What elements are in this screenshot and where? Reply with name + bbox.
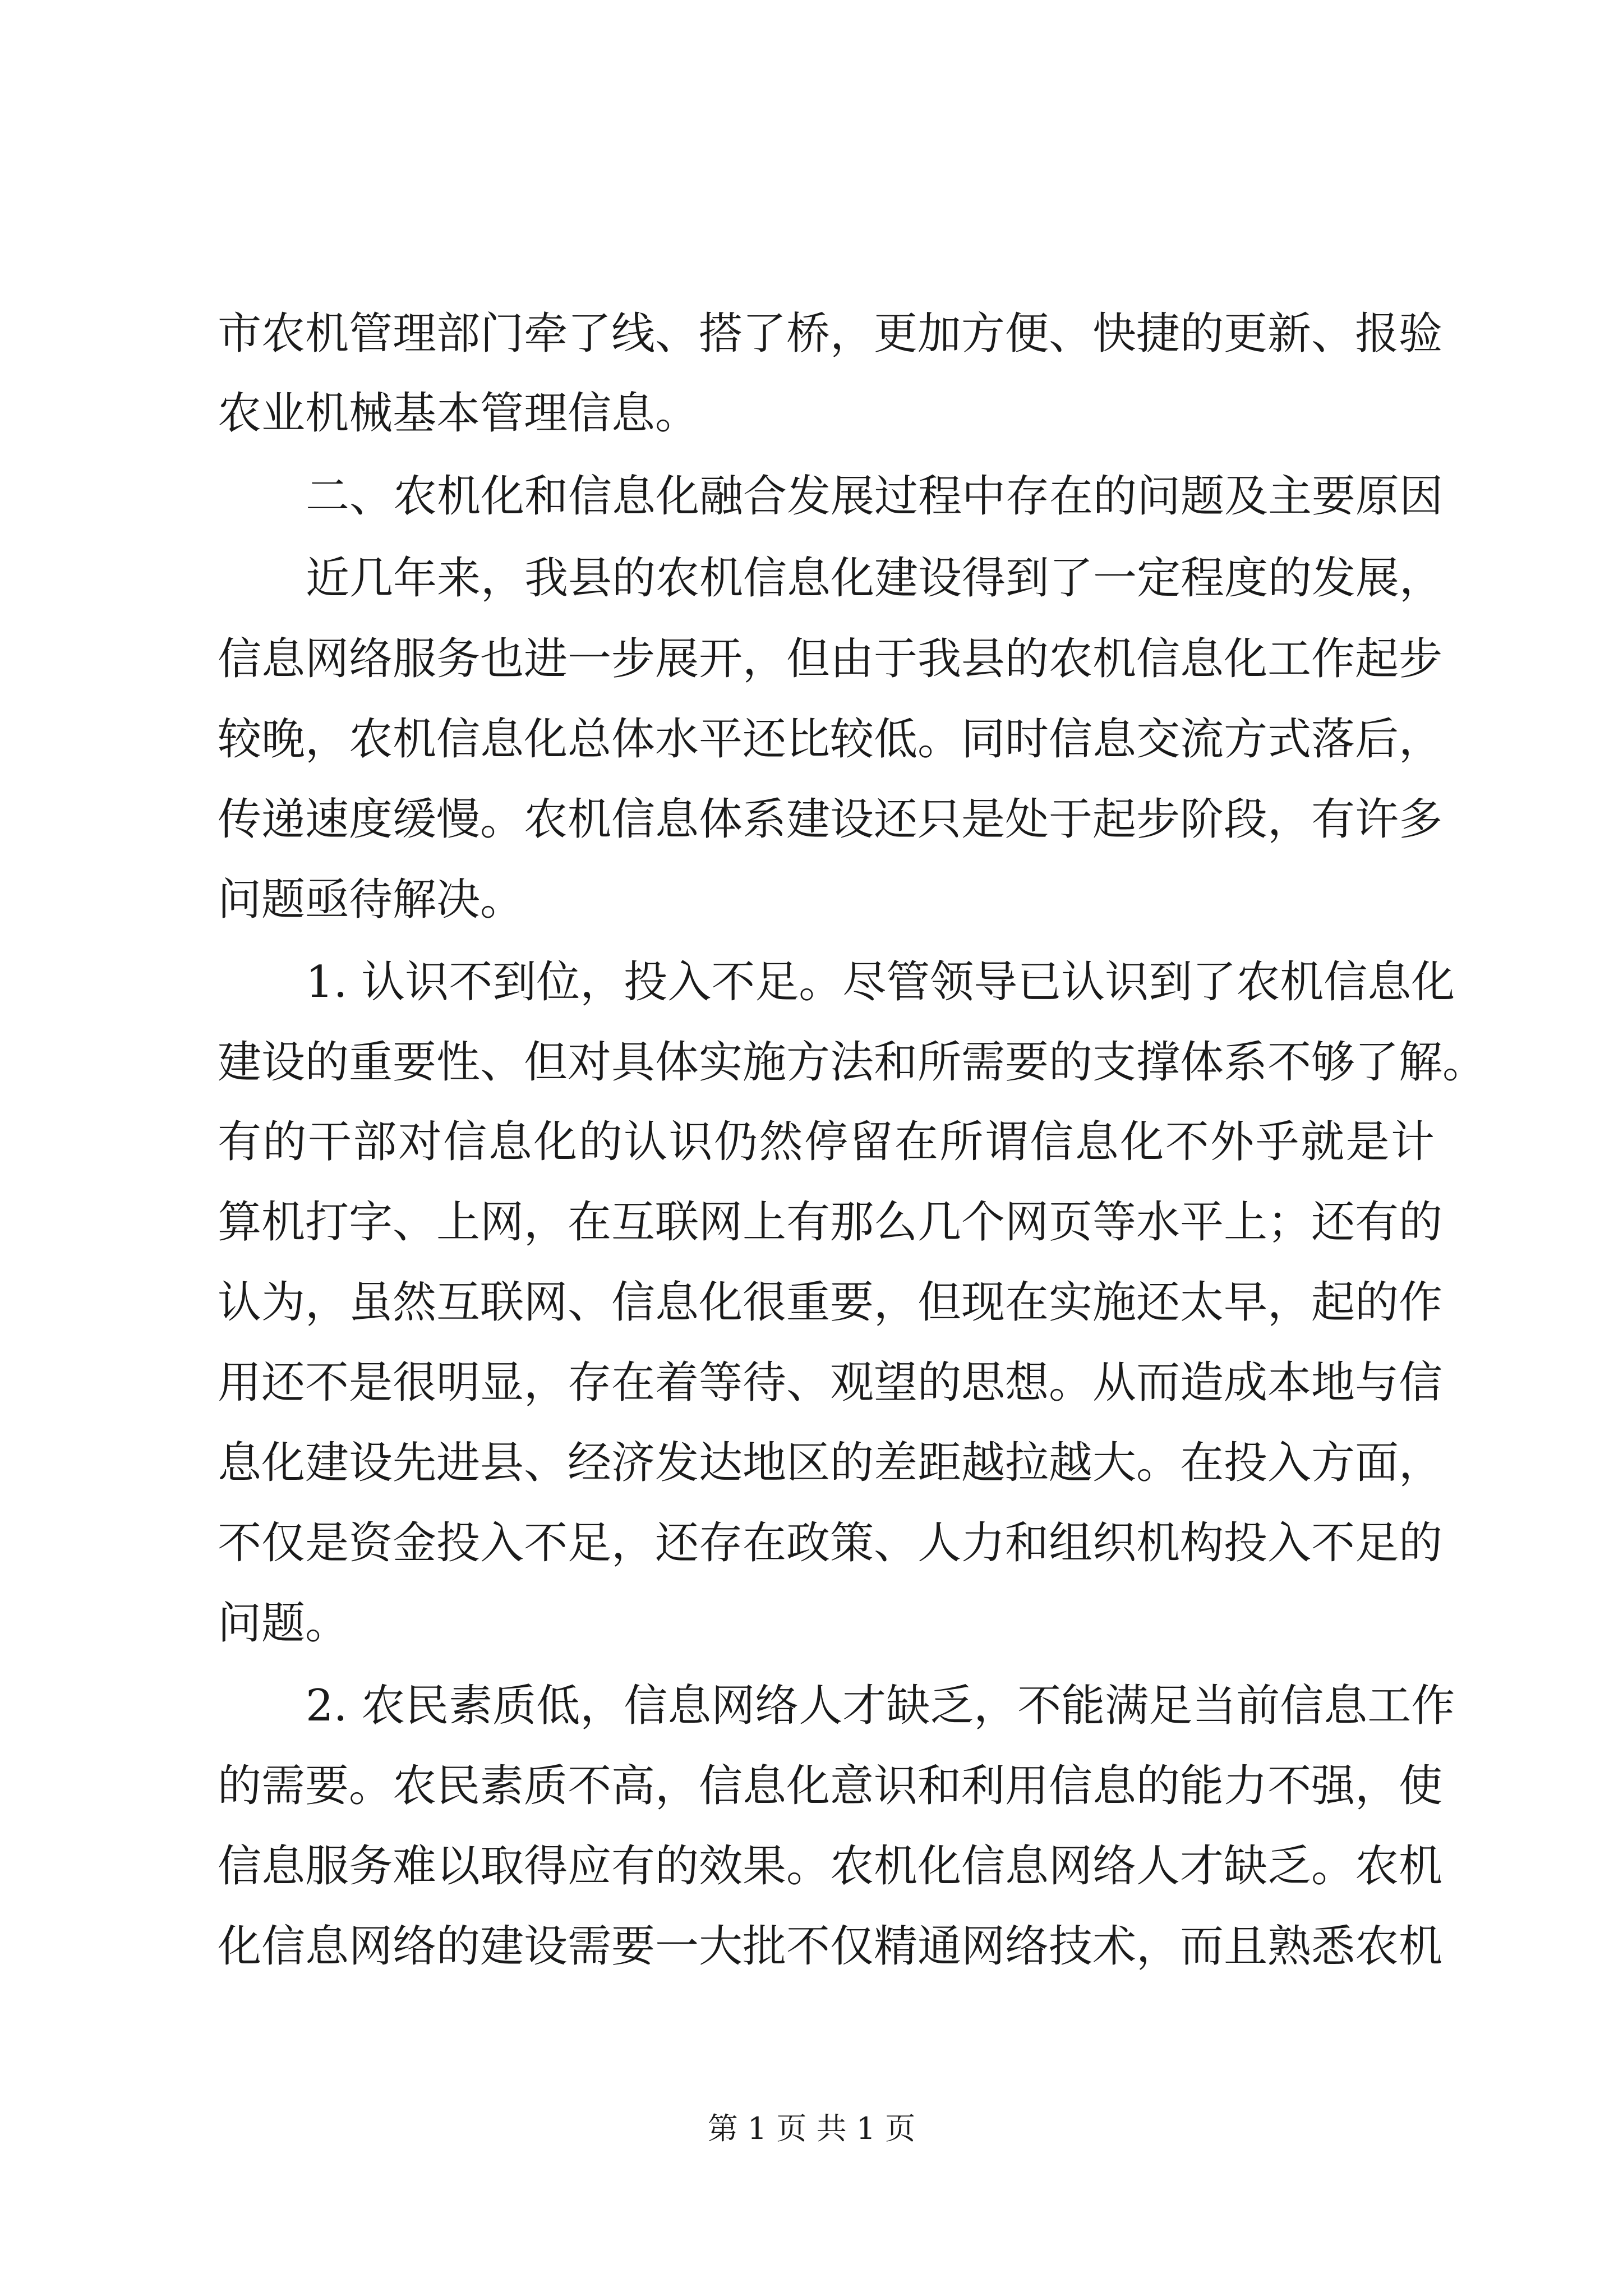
- text-line: 信息网络服务也进一步展开，但由于我县的农机信息化工作起步: [218, 634, 1443, 684]
- text-line: 较晚，农机信息化总体水平还比较低。同时信息交流方式落后，: [218, 714, 1443, 765]
- page-number-footer: 第 1 页 共 1 页: [707, 2111, 916, 2146]
- text-line: 息化建设先进县、经济发达地区的差距越拉越大。在投入方面，: [218, 1438, 1443, 1488]
- text-line: 农业机械基本管理信息。: [218, 388, 699, 439]
- text-line: 近几年来，我县的农机信息化建设得到了一定程度的发展，: [306, 553, 1444, 604]
- text-line: 的需要。农民素质不高，信息化意识和利用信息的能力不强，使: [218, 1761, 1443, 1811]
- text-line: 问题亟待解决。: [218, 875, 524, 925]
- text-line: 有的干部对信息化的认识仍然停留在所谓信息化不外乎就是计: [218, 1117, 1435, 1167]
- text-line: 化信息网络的建设需要一大批不仅精通网络技术，而且熟悉农机: [218, 1921, 1443, 1972]
- text-line: 2. 农民素质低，信息网络人才缺乏，不能满足当前信息工作: [306, 1681, 1455, 1731]
- text-line: 传递速度缓慢。农机信息体系建设还只是处于起步阶段，有许多: [218, 794, 1443, 845]
- text-line: 用还不是很明显，存在着等待、观望的思想。从而造成本地与信: [218, 1358, 1443, 1408]
- text-line: 1. 认识不到位，投入不足。尽管领导已认识到了农机信息化: [306, 957, 1455, 1007]
- text-line: 建设的重要性、但对具体实施方法和所需要的支撑体系不够了解。: [218, 1037, 1487, 1088]
- text-line: 市农机管理部门牵了线、搭了桥，更加方便、快捷的更新、报验: [218, 309, 1443, 359]
- section-heading: 二、农机化和信息化融合发展过程中存在的问题及主要原因: [306, 471, 1444, 522]
- text-line: 不仅是资金投入不足，还存在政策、人力和组织机构投入不足的: [218, 1518, 1443, 1568]
- text-line: 认为，虽然互联网、信息化很重要，但现在实施还太早，起的作: [218, 1277, 1443, 1328]
- text-line: 信息服务难以取得应有的效果。农机化信息网络人才缺乏。农机: [218, 1841, 1443, 1892]
- text-line: 算机打字、上网，在互联网上有那么几个网页等水平上；还有的: [218, 1197, 1443, 1248]
- text-line: 问题。: [218, 1598, 349, 1649]
